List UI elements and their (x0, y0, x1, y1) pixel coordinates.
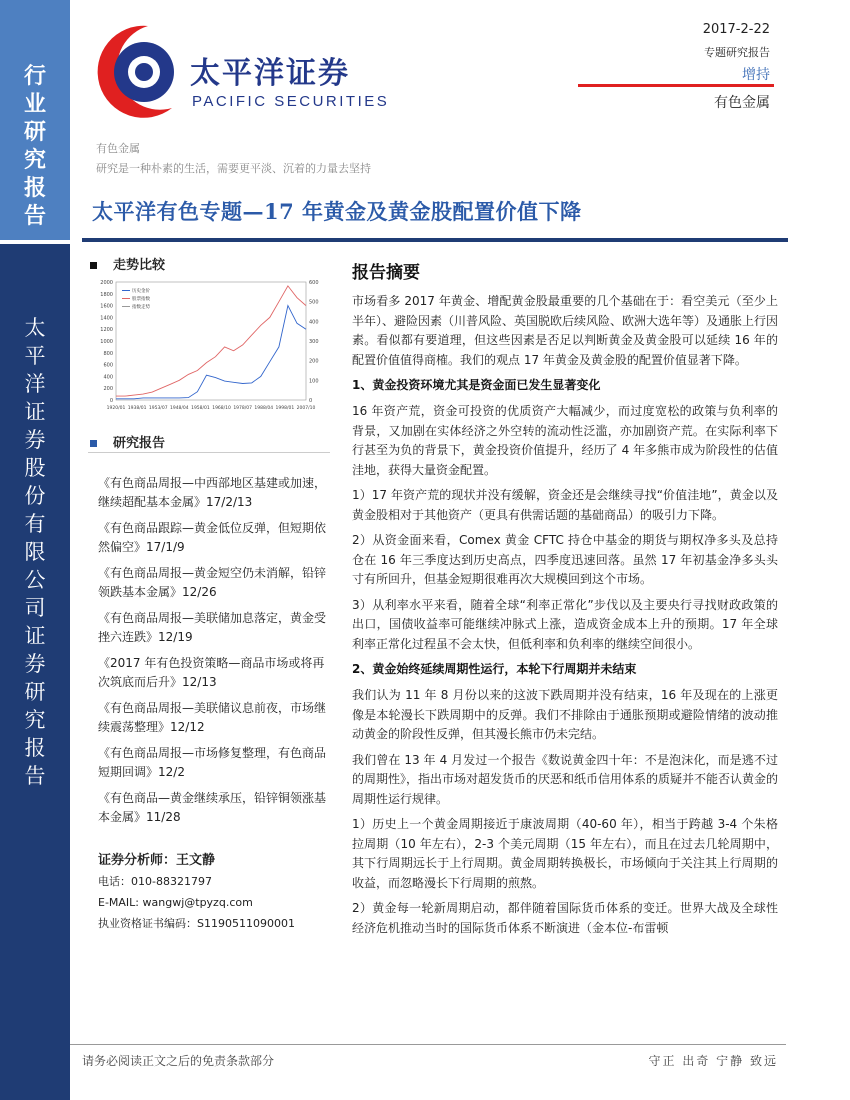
x-tick-label: 1938/01 (127, 406, 147, 411)
series-line-1 (116, 306, 306, 399)
sector-label: 有色金属 (714, 95, 770, 111)
y-left-tick-label: 1800 (100, 291, 113, 298)
report-link[interactable]: 《有色商品周报—市场修复整理，有色商品短期回调》12/2 (98, 746, 327, 779)
sidebar-industry-banner (0, 0, 70, 240)
summary-paragraph: 我们曾在 13 年 4 月发过一个报告《数说黄金四十年：不是泡沫化，而是逃不过的周期性》，指出市场对超发货币的厌恶和纸币信用体系的质疑并不能否认黄金的周期性运行规律。 (352, 752, 779, 806)
analyst-email[interactable]: E-MAIL: wangwj@tpyzq.com (98, 896, 253, 909)
report-link[interactable]: 《有色商品周报—中西部地区基建或加速，继续超配基本金属》17/2/13 (98, 476, 327, 509)
y-left-tick-label: 800 (103, 350, 113, 357)
sidebar-top-char: 行 (23, 63, 46, 89)
sidebar-bottom-char: 股 (24, 456, 46, 480)
x-tick-label: 1988/04 (254, 406, 274, 411)
logo-english-name: PACIFIC SECURITIES (192, 93, 390, 110)
legend-label: 股票指数 (132, 297, 150, 302)
summary-paragraph: 我们认为 11 年 8 月份以来的这波下跌周期并没有结束，16 年及现在的上涨更像是本轮漫长下跌周期中的反弹。我们不排除由于通胀预期或避险情绪的波动推动黄金的阶段性反弹，但其漫长熊市仍未完结。 (352, 688, 778, 741)
trend-heading (90, 254, 165, 273)
y-left-tick-label: 0 (109, 398, 113, 404)
x-tick-label: 1948/04 (169, 406, 189, 411)
report-link[interactable]: 《有色商品跟踪—黄金低位反弹，但短期依然偏空》17/1/9 (98, 521, 327, 554)
y-left-tick-label: 400 (103, 374, 113, 381)
y-left-tick-label: 1200 (100, 327, 113, 334)
y-left-tick-label: 600 (103, 362, 113, 369)
report-link[interactable]: 《有色商品—黄金继续承压，铅锌铜领涨基本金属》11/28 (98, 791, 327, 824)
sidebar-bottom-char: 份 (24, 484, 46, 508)
x-tick-label: 1998/01 (275, 406, 295, 411)
summary-paragraph: 市场看多 2017 年黄金、增配黄金股最重要的几个基础在于：看空美元（至少上半年）、避险因素（川普风险、英国脱欧后续风险、欧洲大选年等）及通胀上行因素。看似都有要道理，但这些因素是否足以判断黄金及黄金股可以延续 16 年的配置价值值得商榷。我们的观点 17 年黄金及黄金股的配置价值显著下降。 (352, 294, 779, 367)
reports-divider (88, 452, 330, 453)
y-right-tick-label: 500 (309, 299, 319, 306)
summary-heading: 报告摘要 (352, 263, 420, 283)
sidebar-bottom-char: 平 (24, 344, 46, 368)
report-link[interactable]: 《有色商品周报—黄金短空仍未消解，铅锌领跌基本金属》12/26 (98, 566, 327, 599)
sidebar-bottom-char: 券 (24, 652, 46, 676)
subtitle-sector: 有色金属 (96, 142, 140, 155)
report-link[interactable]: 《有色商品周报—美联储议息前夜，市场继续震荡整理》12/12 (98, 701, 327, 734)
sidebar-top-char: 研 (23, 119, 46, 145)
summary-body (352, 292, 778, 944)
summary-paragraph: 1）历史上一个黄金周期接近于康波周期（40-60 年），相当于跨越 3-4 个朱格拉周期（10 年左右），2-3 个美元周期（15 年左右），而且在过去几轮周期中，其下行周期远长于上行周期。黄金周期转换极长，市场倾向于关注其上行周期的收益，而忽略漫长下行周期的煎熬。 (352, 817, 778, 890)
footer-divider (70, 1044, 786, 1045)
x-tick-label: 1958/01 (191, 406, 210, 411)
reports-heading-text: 研究报告 (113, 436, 166, 451)
summary-paragraph: 2）从资金面来看，Comex 黄金 CFTC 持仓中基金的期货与期权净多头及总持仓在 16 年三季度达到历史高点，四季度迅速回落。虽然 17 年初基金净多头头寸有所回升，但基金短期很难再次大规模回到这个市场。 (352, 533, 778, 586)
footer-disclaimer[interactable]: 请务必阅读正文之后的免责条款部分 (82, 1054, 275, 1068)
x-tick-label: 1953/07 (148, 406, 168, 411)
page-title: 太平洋有色专题—17 年黄金及黄金股配置价值下降 (92, 199, 582, 224)
bullet-square-icon (90, 440, 97, 447)
sidebar-bottom-char: 究 (24, 708, 46, 732)
logo-chinese-name: 太平洋证券 (190, 56, 350, 91)
reports-heading (90, 432, 165, 451)
sidebar-bottom-char: 有 (24, 512, 46, 536)
y-left-tick-label: 1400 (100, 315, 113, 322)
report-link[interactable]: 《2017 年有色投资策略—商品市场或将再次筑底而后升》12/13 (98, 656, 325, 689)
sidebar-bottom-char: 证 (24, 624, 46, 648)
summary-paragraph: 16 年资产荒，资金可投资的优质资产大幅减少，而过度宽松的政策与负利率的背景，又加剧在实体经济之外空转的流动性泛滥，亦加剧资产荒。在实际利率下行甚至为负的背景下，黄金投资价值提升，经历了 4 年多熊市成为阶段性的估值洼地，获得大量资金配置。 (352, 404, 778, 477)
sidebar-bottom-char: 太 (24, 316, 46, 340)
x-tick-label: 2007/10 (296, 406, 316, 411)
y-left-tick-label: 200 (103, 386, 113, 393)
trend-chart (92, 276, 332, 416)
sidebar-bottom-char: 限 (24, 540, 46, 564)
y-left-tick-label: 1000 (100, 339, 113, 345)
sidebar-top-char: 业 (23, 91, 46, 117)
y-right-tick-label: 600 (309, 280, 319, 286)
report-type: 专题研究报告 (704, 46, 770, 59)
sidebar-company-label (0, 314, 70, 790)
title-divider (82, 238, 788, 242)
summary-subheading: 2、黄金始终延续周期性运行，本轮下行周期并未结束 (352, 662, 637, 676)
sidebar-bottom-char: 洋 (24, 372, 46, 396)
sidebar-company-banner (0, 244, 70, 1100)
summary-paragraph: 3）从利率水平来看，随着全球“利率正常化”步伐以及主要央行寻找财政政策的出口，国债收益率可能继续冲脉式上涨，造成资金成本上升的预期。17 年全球利率正常化过程虽不会太快，但低利率和负利率的继续空间很小。 (352, 597, 778, 651)
summary-subheading: 1、黄金投资环境尤其是资金面已发生显著变化 (352, 378, 601, 392)
y-right-tick-label: 100 (309, 378, 319, 385)
reports-list (98, 474, 330, 834)
analyst-phone: 电话：010-88321797 (98, 875, 212, 888)
sidebar-bottom-char: 证 (24, 400, 46, 424)
sidebar-bottom-char: 告 (24, 764, 46, 788)
analyst-cert: 执业资格证书编码：S1190511090001 (98, 917, 295, 930)
legend-label: 历史金价 (132, 289, 150, 294)
x-tick-label: 1920/01 (106, 406, 126, 411)
y-right-tick-label: 400 (309, 319, 319, 326)
y-left-tick-label: 1600 (100, 303, 113, 310)
x-tick-label: 1978/07 (233, 406, 253, 411)
analyst-name: 证券分析师：王文静 (98, 853, 216, 868)
sidebar (0, 0, 70, 1100)
y-right-tick-label: 0 (309, 398, 313, 404)
legend-label: 指数走势 (132, 305, 150, 310)
sidebar-bottom-char: 报 (24, 736, 46, 760)
footer-motto: 守正 出奇 宁静 致远 (648, 1054, 778, 1068)
x-tick-label: 1968/10 (212, 406, 231, 411)
rating-divider (578, 84, 774, 87)
y-right-tick-label: 200 (309, 358, 319, 365)
report-date: 2017-2-22 (702, 22, 770, 37)
summary-paragraph: 2）黄金每一轮新周期启动，都伴随着国际货币体系的变迁。世界大战及全球性经济危机推动当时的国际货币体系不断演进（金本位-布雷顿 (352, 901, 778, 935)
sidebar-top-char: 究 (23, 147, 46, 173)
bullet-square-icon (90, 262, 97, 269)
analyst-info (98, 850, 338, 934)
report-link[interactable]: 《有色商品周报—美联储加息落定，黄金受挫六连跌》12/19 (98, 611, 327, 644)
y-left-tick-label: 2000 (100, 280, 113, 286)
trend-heading-text: 走势比较 (113, 258, 166, 273)
subtitle-motto: 研究是一种朴素的生活，需要更平淡、沉着的力量去坚持 (96, 162, 371, 175)
sidebar-bottom-char: 公 (24, 568, 46, 592)
sidebar-bottom-char: 研 (24, 680, 46, 704)
sidebar-top-char: 告 (23, 203, 46, 229)
series-line-2 (116, 286, 306, 396)
sidebar-bottom-char: 券 (24, 428, 46, 452)
sidebar-industry-label (0, 62, 70, 230)
sidebar-top-char: 报 (23, 175, 46, 201)
rating-badge: 增持 (742, 67, 770, 83)
summary-paragraph: 1）17 年资产荒的现状并没有缓解，资金还是会继续寻找“价值洼地”，黄金以及黄金股相对于其他资产（更具有供需话题的基础商品）的吸引力下降。 (352, 488, 778, 522)
y-right-tick-label: 300 (309, 339, 319, 345)
sidebar-bottom-char: 司 (24, 596, 46, 620)
